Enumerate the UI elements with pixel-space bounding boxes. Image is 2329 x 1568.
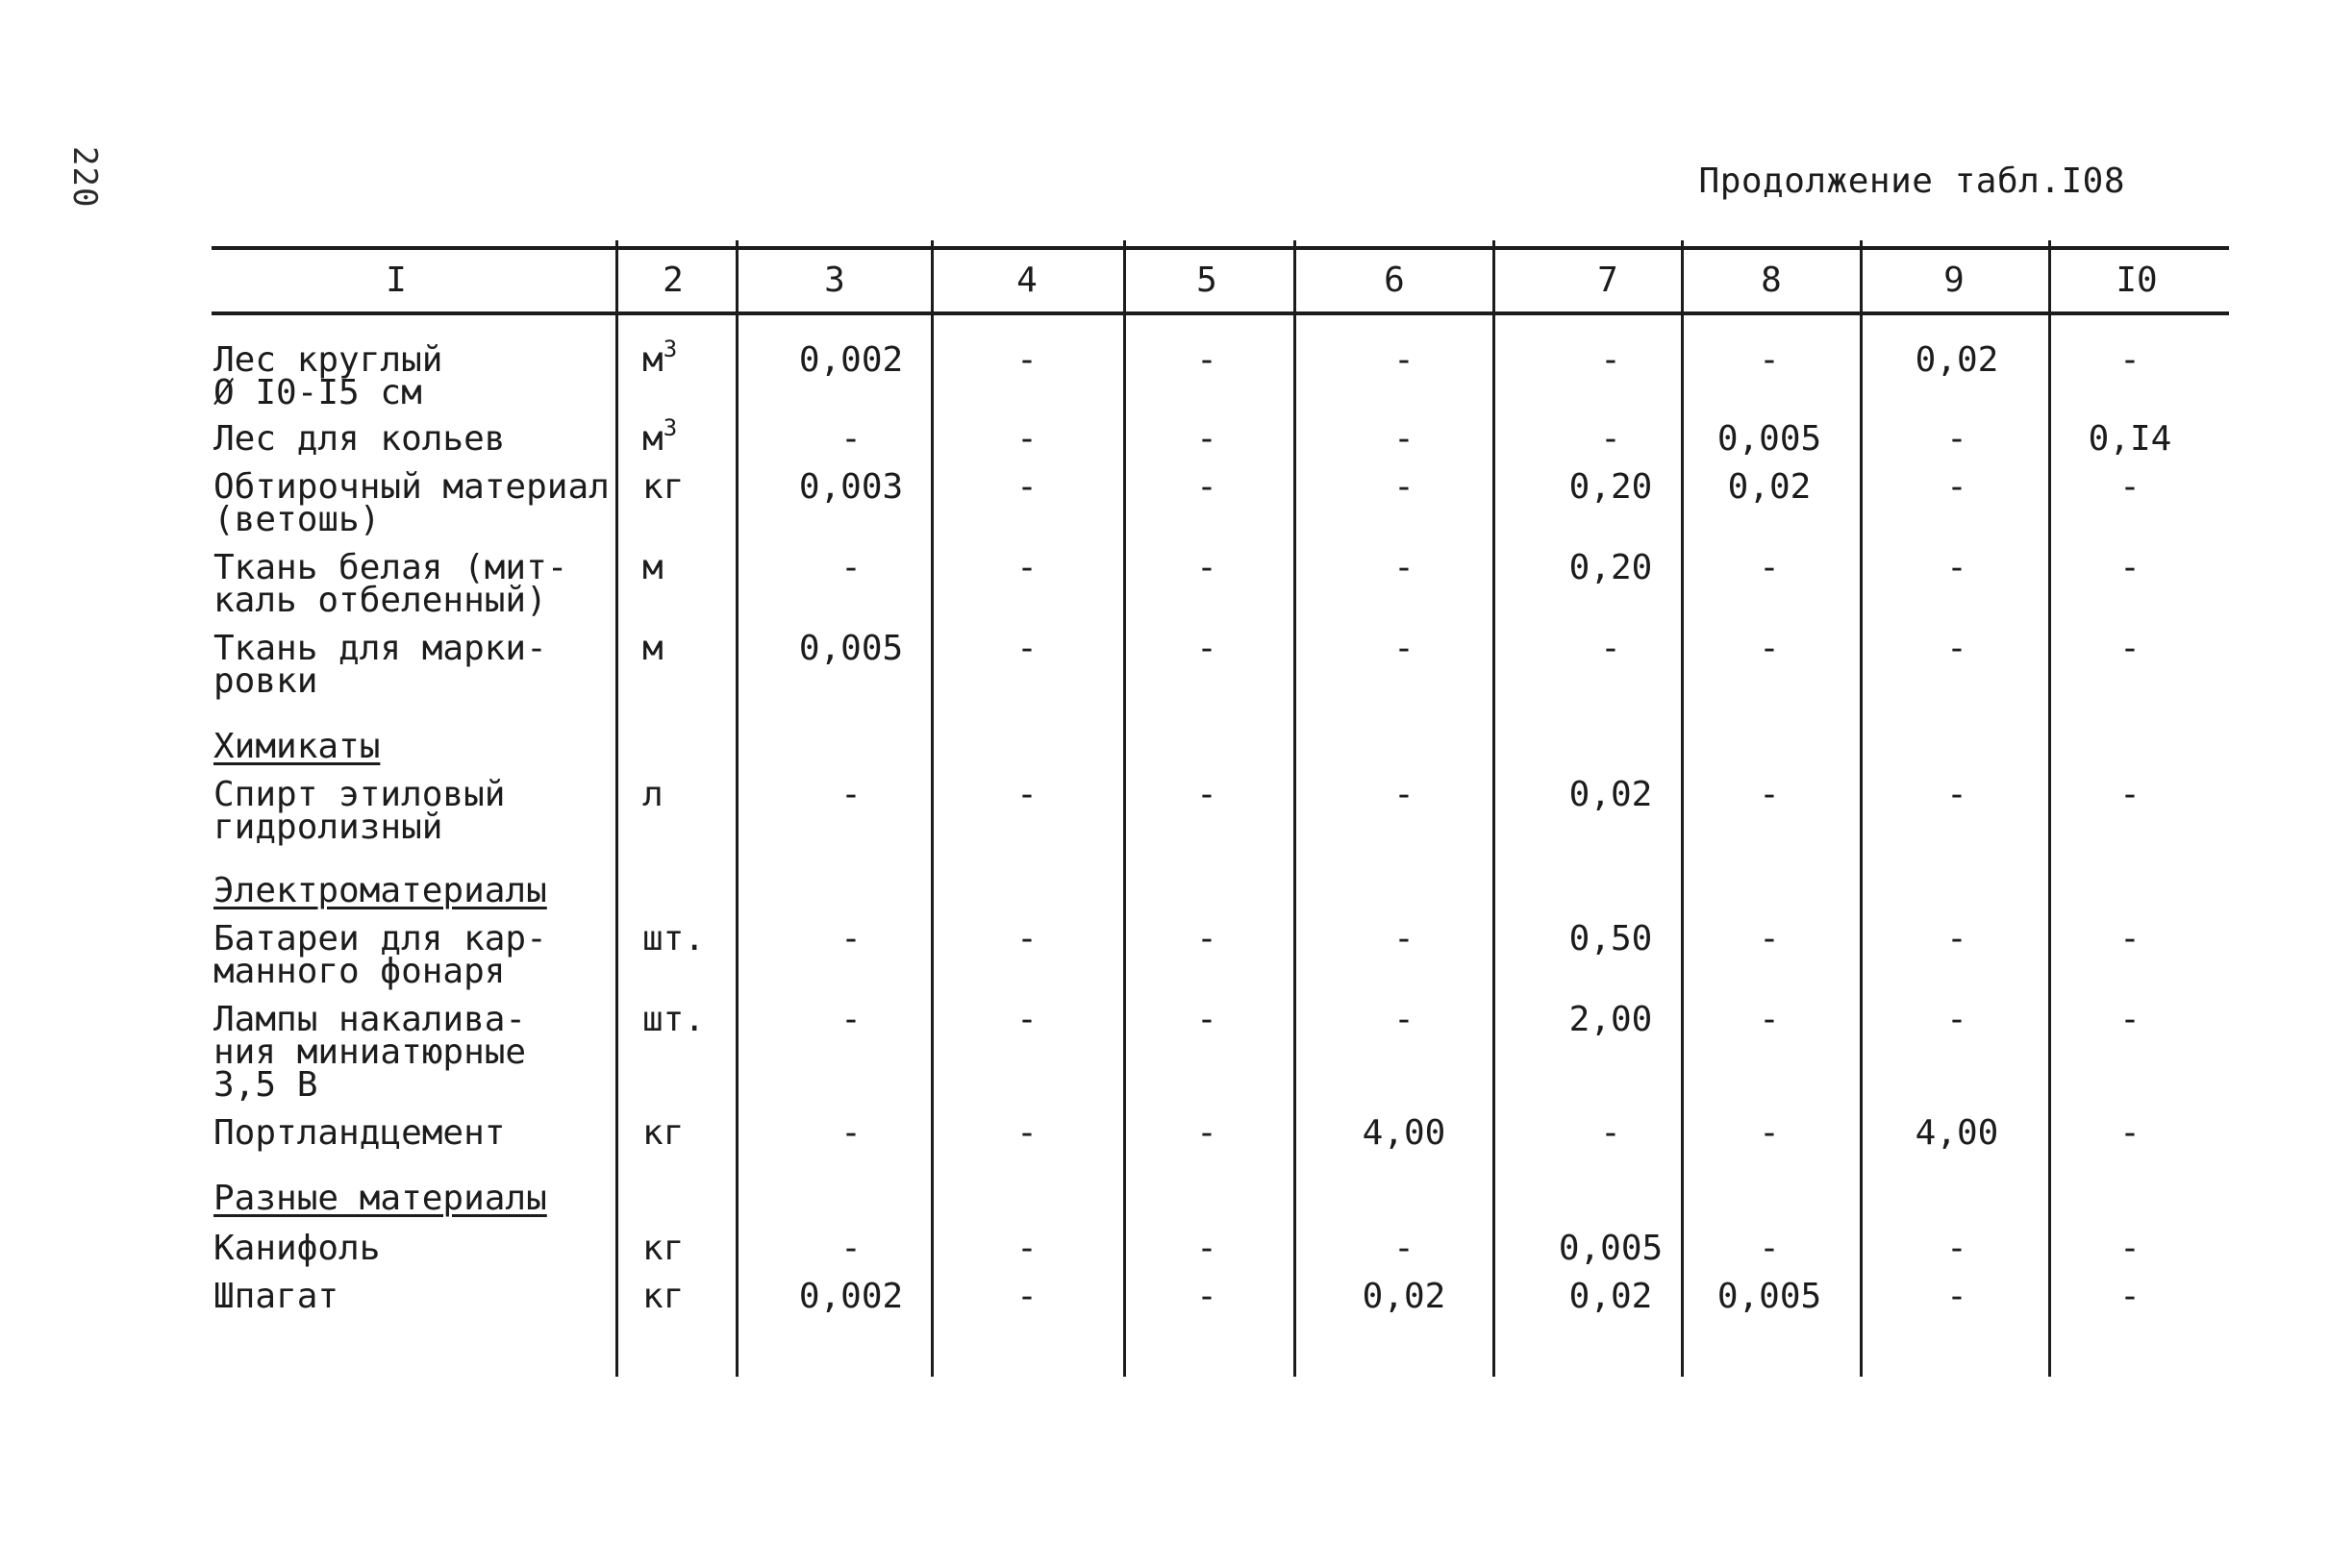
unit-text: м (642, 629, 664, 668)
unit-text: м (642, 340, 664, 380)
value-cell: - (1759, 775, 1780, 814)
value-cell: - (1393, 775, 1415, 814)
column-divider (1293, 240, 1296, 1377)
value-cell: - (1016, 340, 1038, 380)
value-cell: - (1946, 419, 1967, 459)
value-cell: - (1016, 1277, 1038, 1316)
value-cell: - (1196, 1000, 1217, 1039)
value-cell: 0,005 (1716, 1277, 1822, 1316)
value-cell: - (1393, 629, 1415, 668)
column-header: 3 (824, 261, 845, 300)
unit-text: л (642, 775, 664, 814)
value-cell: 2,00 (1568, 1000, 1653, 1039)
value-cell: - (2119, 340, 2141, 380)
header-bottom-rule (212, 311, 2229, 315)
unit-text: кг (642, 467, 685, 507)
material-name: Лес для кольев (213, 419, 506, 459)
value-cell: - (1759, 1229, 1780, 1268)
value-cell: - (840, 919, 862, 958)
material-name: Ткань белая (мит- каль отбеленный) (213, 548, 568, 620)
value-cell: - (1196, 629, 1217, 668)
unit (642, 548, 664, 587)
value-cell: - (1600, 340, 1621, 380)
unit (642, 1113, 685, 1153)
value-cell: - (840, 1000, 862, 1039)
unit-text: м (642, 419, 664, 459)
value-cell: 0,003 (798, 467, 904, 507)
value-cell: - (1946, 1277, 1967, 1316)
value-cell: 0,20 (1568, 548, 1653, 587)
value-cell: - (1393, 467, 1415, 507)
value-cell: - (1016, 775, 1038, 814)
value-cell: - (1196, 1277, 1217, 1316)
value-cell: 0,005 (798, 629, 904, 668)
value-cell: 0,005 (1716, 419, 1822, 459)
value-cell: - (1759, 1000, 1780, 1039)
value-cell: - (840, 419, 862, 459)
column-header: 8 (1761, 261, 1782, 300)
value-cell: - (840, 548, 862, 587)
value-cell: 0,02 (1568, 775, 1653, 814)
value-cell: - (1946, 1229, 1967, 1268)
value-cell: - (1196, 1113, 1217, 1153)
value-cell: - (1393, 1229, 1415, 1268)
value-cell: - (1393, 919, 1415, 958)
unit (642, 1229, 685, 1268)
value-cell: - (840, 775, 862, 814)
value-cell: - (2119, 548, 2141, 587)
value-cell: - (1016, 1000, 1038, 1039)
value-cell: - (1759, 1113, 1780, 1153)
column-divider (1492, 240, 1495, 1377)
unit (642, 467, 685, 507)
column-header: 5 (1196, 261, 1217, 300)
value-cell: - (1393, 548, 1415, 587)
unit (642, 1277, 685, 1316)
material-name: Канифоль (213, 1229, 381, 1268)
value-cell: 0,I4 (2088, 419, 2172, 459)
value-cell: - (1946, 467, 1967, 507)
value-cell: - (1196, 419, 1217, 459)
column-divider (736, 240, 739, 1377)
unit (642, 629, 664, 668)
value-cell: - (1946, 629, 1967, 668)
value-cell: 0,02 (1915, 340, 1999, 380)
section-heading: Разные материалы (213, 1179, 547, 1218)
value-cell: - (2119, 467, 2141, 507)
value-cell: 0,005 (1558, 1229, 1664, 1268)
column-header: 4 (1016, 261, 1038, 300)
value-cell: - (1196, 467, 1217, 507)
value-cell: - (1946, 548, 1967, 587)
value-cell: - (2119, 629, 2141, 668)
value-cell: - (2119, 919, 2141, 958)
value-cell: - (2119, 1000, 2141, 1039)
value-cell: - (1393, 419, 1415, 459)
value-cell: 0,02 (1362, 1277, 1446, 1316)
value-cell: - (1946, 919, 1967, 958)
column-header: 7 (1597, 261, 1618, 300)
column-header: I (386, 261, 407, 300)
value-cell: - (1196, 548, 1217, 587)
value-cell: - (1196, 919, 1217, 958)
value-cell: - (2119, 775, 2141, 814)
value-cell: - (840, 1113, 862, 1153)
value-cell: 0,50 (1568, 919, 1653, 958)
value-cell: - (1196, 775, 1217, 814)
value-cell: - (1946, 775, 1967, 814)
column-header: 2 (663, 261, 684, 300)
column-divider (931, 240, 934, 1377)
value-cell: 4,00 (1362, 1113, 1446, 1153)
column-divider (615, 240, 618, 1377)
value-cell: - (1016, 1229, 1038, 1268)
value-cell: 0,02 (1568, 1277, 1653, 1316)
value-cell: 4,00 (1915, 1113, 1999, 1153)
value-cell: - (1393, 340, 1415, 380)
value-cell: - (1600, 419, 1621, 459)
column-header: 6 (1384, 261, 1405, 300)
material-name: Обтирочный материал (ветошь) (213, 467, 610, 539)
value-cell: 0,20 (1568, 467, 1653, 507)
material-name: Ткань для марки- ровки (213, 629, 547, 701)
column-header: 9 (1943, 261, 1965, 300)
value-cell: - (1946, 1000, 1967, 1039)
value-cell: - (1759, 919, 1780, 958)
value-cell: - (1016, 419, 1038, 459)
value-cell: 0,02 (1727, 467, 1812, 507)
value-cell: - (1016, 629, 1038, 668)
value-cell: 0,002 (798, 1277, 904, 1316)
value-cell: 0,002 (798, 340, 904, 380)
section-heading: Химикаты (213, 727, 381, 766)
material-name: Спирт этиловый гидролизный (213, 775, 506, 847)
section-heading: Электроматериалы (213, 871, 547, 910)
value-cell: - (1759, 629, 1780, 668)
material-name: Лес круглый Ø I0-I5 см (213, 340, 443, 412)
value-cell: - (1196, 1229, 1217, 1268)
unit-text: шт. (642, 919, 706, 958)
unit (642, 336, 678, 380)
unit (642, 775, 664, 814)
value-cell: - (2119, 1229, 2141, 1268)
value-cell: - (1600, 629, 1621, 668)
material-name: Портландцемент (213, 1113, 506, 1153)
value-cell: - (1393, 1000, 1415, 1039)
unit-text: шт. (642, 1000, 706, 1039)
value-cell: - (1016, 919, 1038, 958)
column-divider (1860, 240, 1863, 1377)
unit-superscript: 3 (663, 336, 678, 362)
column-divider (1123, 240, 1126, 1377)
value-cell: - (1600, 1113, 1621, 1153)
value-cell: - (1016, 1113, 1038, 1153)
value-cell: - (1759, 548, 1780, 587)
unit-text: кг (642, 1113, 685, 1153)
value-cell: - (1759, 340, 1780, 380)
material-name: Лампы накалива- ния миниатюрные 3,5 В (213, 1000, 527, 1105)
value-cell: - (1016, 548, 1038, 587)
table-top-rule (212, 246, 2229, 250)
column-header: I0 (2116, 261, 2158, 300)
unit (642, 919, 706, 958)
unit-text: кг (642, 1277, 685, 1316)
unit-text: м (642, 548, 664, 587)
page-number: 220 (65, 146, 104, 209)
column-divider (2048, 240, 2051, 1377)
table-caption: Продолжение табл.I08 (1698, 162, 2125, 201)
unit-superscript: 3 (663, 414, 678, 441)
value-cell: - (1016, 467, 1038, 507)
unit (642, 414, 678, 459)
value-cell: - (840, 1229, 862, 1268)
unit-text: кг (642, 1229, 685, 1268)
material-name: Батареи для кар- манного фонаря (213, 919, 547, 991)
value-cell: - (1196, 340, 1217, 380)
value-cell: - (2119, 1113, 2141, 1153)
value-cell: - (2119, 1277, 2141, 1316)
material-name: Шпагат (213, 1277, 339, 1316)
unit (642, 1000, 706, 1039)
